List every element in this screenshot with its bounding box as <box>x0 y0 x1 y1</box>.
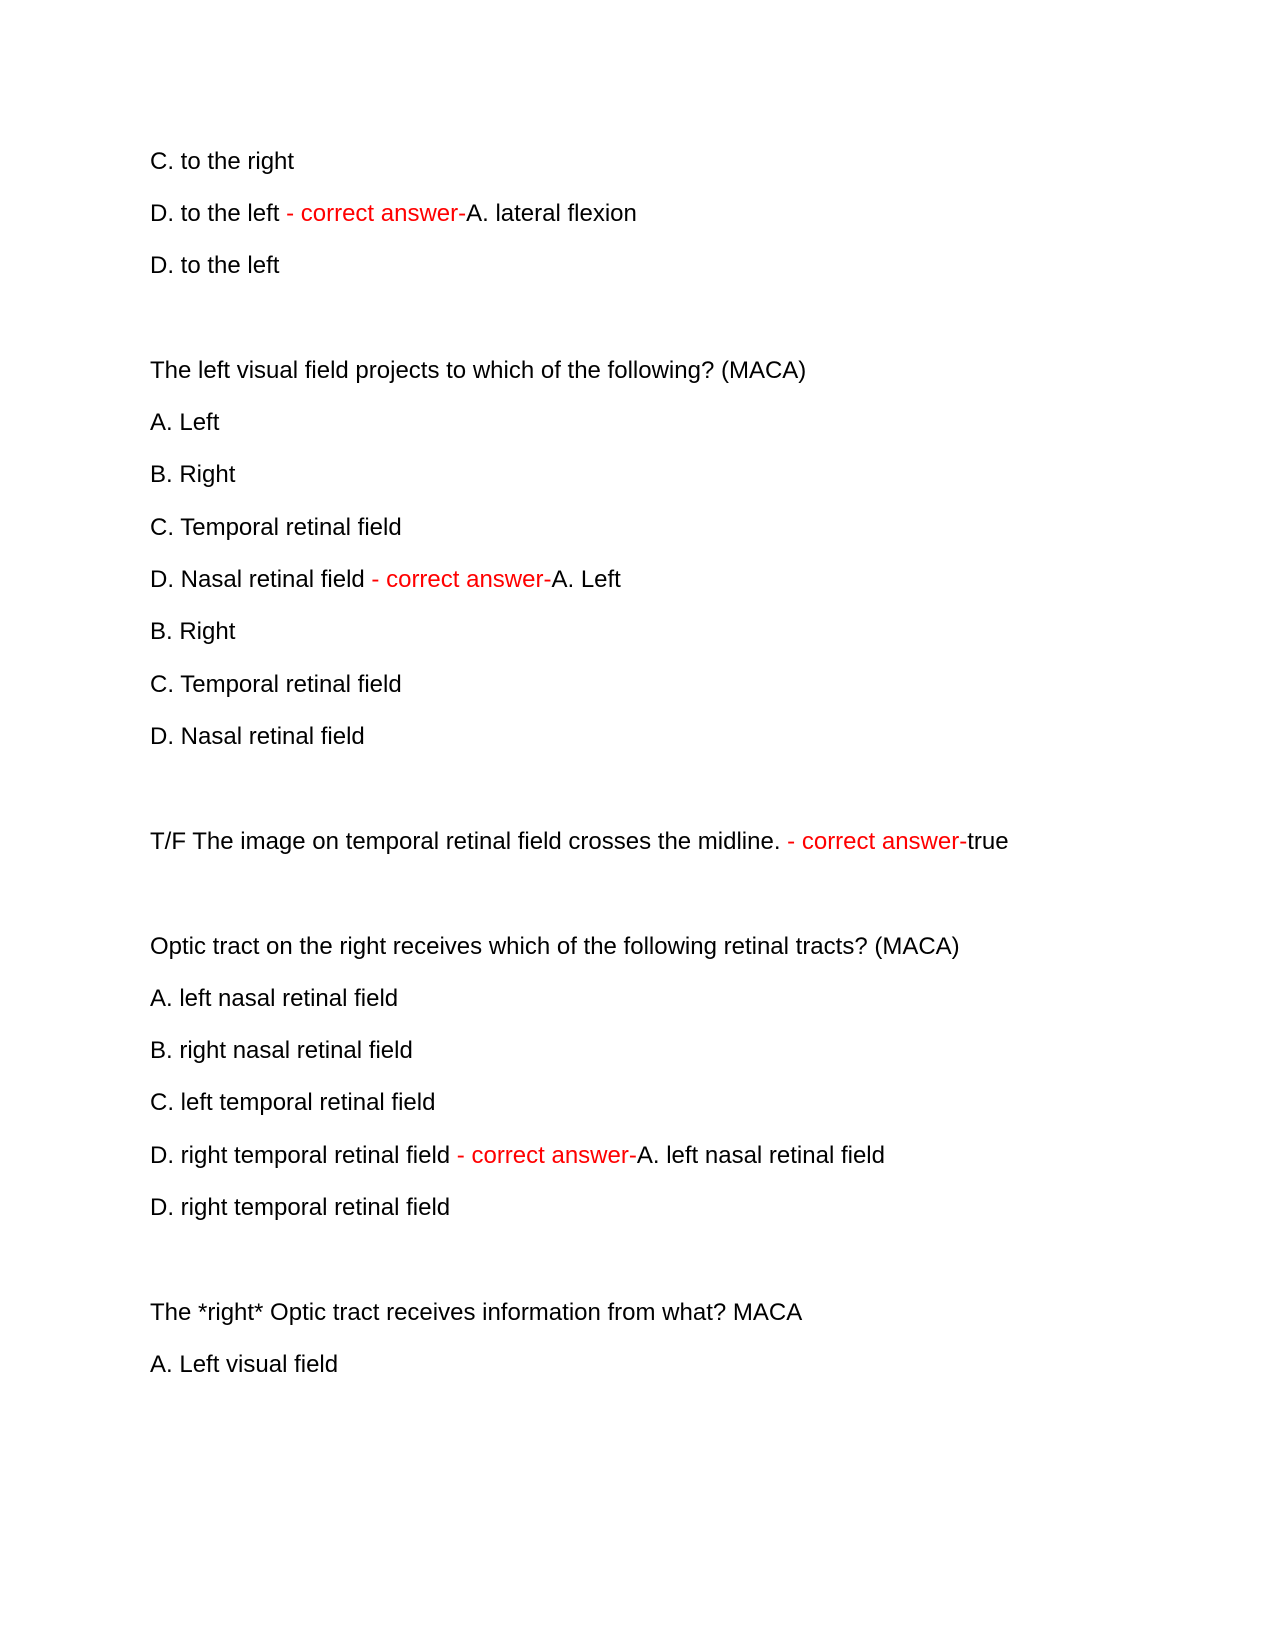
question-text: The left visual field projects to which of the following? (MACA) <box>150 357 807 384</box>
question-text: D. to the left <box>150 252 280 279</box>
correct-answer-marker: - correct answer- <box>279 200 467 227</box>
question-text: Optic tract on the right receives which of the following retinal tracts? (MACA) <box>150 933 960 960</box>
text-line <box>150 1089 435 1117</box>
text-line <box>150 409 219 437</box>
text-line <box>150 514 402 542</box>
text-line <box>150 1299 802 1327</box>
question-text: A. Left visual field <box>150 1351 339 1378</box>
text-line <box>150 723 365 751</box>
correct-answer-marker: - correct answer- <box>450 1142 637 1169</box>
correct-answer-marker: - correct answer- <box>364 566 552 593</box>
question-text: B. Right <box>150 618 236 645</box>
question-text: C. Temporal retinal field <box>150 514 402 541</box>
question-text: D. Nasal retinal field <box>150 566 365 593</box>
text-line <box>150 357 806 385</box>
text-line <box>150 1037 413 1065</box>
text-line <box>150 618 235 646</box>
text-line <box>150 671 402 699</box>
text-line <box>150 1351 338 1379</box>
question-text: D. Nasal retinal field <box>150 723 365 750</box>
question-text: D. to the left <box>150 200 280 227</box>
text-line <box>150 985 398 1013</box>
answer-text: A. lateral flexion <box>466 200 637 227</box>
text-line <box>150 1194 450 1222</box>
question-text: C. Temporal retinal field <box>150 671 402 698</box>
answer-text: true <box>967 828 1009 855</box>
answer-text: A. left nasal retinal field <box>636 1142 885 1169</box>
text-line <box>150 252 279 280</box>
text-line <box>150 148 294 176</box>
question-text: A. left nasal retinal field <box>150 985 399 1012</box>
text-line <box>150 200 637 228</box>
text-line <box>150 566 621 594</box>
correct-answer-marker: - correct answer- <box>780 828 968 855</box>
answer-text: A. Left <box>551 566 621 593</box>
text-line <box>150 461 235 489</box>
question-text: C. to the right <box>150 148 295 175</box>
text-line <box>150 1142 885 1170</box>
question-text: B. Right <box>150 461 236 488</box>
question-text: B. right nasal retinal field <box>150 1037 413 1064</box>
question-text: D. right temporal retinal field <box>150 1142 451 1169</box>
question-text: C. left temporal retinal field <box>150 1089 436 1116</box>
question-text: A. Left <box>150 409 220 436</box>
text-line <box>150 828 1009 856</box>
question-text: The *right* Optic tract receives information from what? MACA <box>150 1299 803 1326</box>
question-text: T/F The image on temporal retinal field crosses the midline. <box>150 828 781 855</box>
text-line <box>150 933 960 961</box>
question-text: D. right temporal retinal field <box>150 1194 451 1221</box>
